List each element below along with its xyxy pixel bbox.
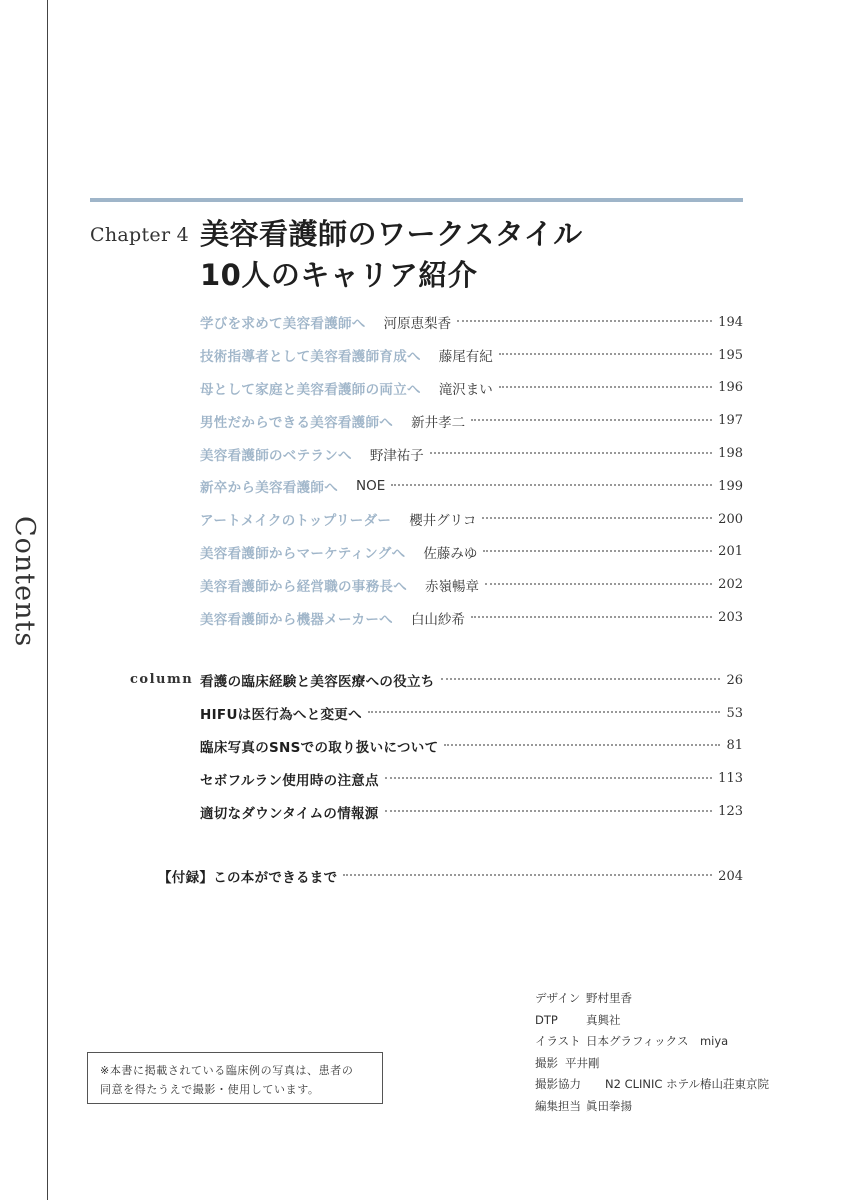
appendix-page: 204 (718, 868, 743, 884)
credit-role: 編集担当 (535, 1098, 581, 1113)
dot-leader (457, 320, 712, 322)
dot-leader (471, 616, 712, 618)
entry-author: 白山紗希 (410, 611, 465, 628)
dot-leader (499, 353, 712, 355)
dot-leader (430, 452, 712, 454)
entry-page: 198 (718, 446, 743, 462)
toc-entry[interactable] (200, 503, 743, 536)
dot-leader (444, 744, 720, 746)
column-title: 看護の臨床経験と美容医療への役立ち (200, 674, 435, 691)
credit-name: N2 CLINIC ホテル椿山荘東京院 (605, 1077, 770, 1091)
column-list (200, 664, 743, 828)
credit-role: デザイン (535, 991, 581, 1005)
column-title: 適切なダウンタイムの情報源 (200, 805, 379, 822)
credit-line (535, 988, 769, 1010)
credit-name: 眞田拳揚 (586, 1098, 632, 1113)
entry-author: 赤嶺暢章 (425, 578, 479, 595)
appendix-entry[interactable] (158, 860, 743, 893)
column-page: 113 (718, 771, 743, 787)
dot-leader (471, 419, 712, 421)
toc-entry[interactable] (200, 339, 743, 372)
entry-title: 美容看護師のベテランへ (200, 447, 352, 464)
column-title: 臨床写真のSNSでの取り扱いについて (200, 739, 439, 756)
entry-title: 新卒から美容看護師へ (200, 480, 338, 497)
dot-leader (482, 517, 712, 519)
dot-leader (483, 550, 712, 552)
credit-line (535, 1031, 769, 1053)
column-title: HIFUは医行為へと変更へ (200, 707, 362, 724)
column-page: 26 (726, 672, 743, 688)
entry-title: 技術指導者として美容看護師育成へ (200, 349, 421, 366)
column-entry[interactable] (200, 664, 743, 697)
dot-leader (485, 583, 712, 585)
entry-author: 櫻井グリコ (409, 513, 477, 530)
contents-side-label: Contents (9, 516, 40, 648)
chapter-title (200, 214, 583, 296)
credit-name: 野村里香 (586, 991, 632, 1005)
credit-name: 平井剛 (565, 1055, 600, 1070)
entry-author: 河原恵梨香 (383, 316, 452, 333)
credit-name: 真興社 (586, 1012, 621, 1027)
toc-entry[interactable] (200, 437, 743, 470)
photo-consent-note (87, 1052, 383, 1104)
entry-title: 美容看護師からマーケティングへ (200, 545, 406, 562)
credit-role: 撮影協力 (535, 1077, 581, 1091)
dot-leader (391, 484, 712, 486)
toc-entry[interactable] (200, 568, 743, 601)
entry-author: NOE (356, 478, 386, 495)
note-line-1: ※本書に掲載されている臨床例の写真は、患者の (100, 1064, 354, 1077)
entry-title: 学びを求めて美容看護師へ (200, 316, 366, 333)
credit-line (535, 1010, 769, 1032)
entry-page: 203 (718, 610, 743, 626)
entry-title: アートメイクのトップリーダー (200, 513, 392, 530)
entry-author: 滝沢まい (438, 381, 493, 398)
column-entry[interactable] (200, 730, 743, 763)
appendix-list (158, 860, 743, 893)
entry-page: 199 (718, 478, 743, 494)
chapter-top-rule (90, 198, 743, 202)
chapter-label: Chapter 4 (90, 224, 190, 246)
dot-leader (368, 711, 721, 713)
dot-leader (343, 874, 712, 876)
chapter-title-line-1: 美容看護師のワークスタイル (200, 217, 583, 251)
column-page: 123 (718, 804, 743, 820)
dot-leader (385, 777, 712, 779)
career-entry-list (200, 306, 743, 634)
toc-entry[interactable] (200, 372, 743, 405)
entry-title: 母として家庭と美容看護師の両立へ (200, 381, 421, 398)
entry-page: 196 (718, 380, 743, 396)
entry-page: 201 (718, 544, 743, 560)
entry-page: 202 (718, 577, 743, 593)
entry-title: 美容看護師から経営職の事務長へ (200, 578, 407, 595)
dot-leader (385, 810, 713, 812)
column-page: 53 (726, 705, 743, 721)
column-page: 81 (726, 738, 743, 754)
entry-author: 藤尾有紀 (438, 349, 493, 366)
entry-author: 新井孝二 (411, 414, 466, 431)
entry-author: 野津祐子 (369, 447, 424, 464)
toc-entry[interactable] (200, 536, 743, 569)
toc-entry[interactable] (200, 306, 743, 339)
credits-block (535, 988, 769, 1117)
column-entry[interactable] (200, 795, 743, 828)
toc-entry[interactable] (200, 601, 743, 634)
spine-rule (47, 0, 48, 1200)
note-line-2: 同意を得たうえで撮影・使用しています。 (100, 1083, 320, 1096)
column-entry[interactable] (200, 762, 743, 795)
entry-title: 美容看護師から機器メーカーへ (200, 611, 393, 628)
chapter-title-line-2: 10人のキャリア紹介 (200, 258, 478, 292)
column-entry[interactable] (200, 697, 743, 730)
entry-page: 195 (718, 347, 743, 363)
toc-entry[interactable] (200, 404, 743, 437)
credit-role: DTP (535, 1012, 558, 1027)
entry-page: 197 (718, 413, 743, 429)
entry-page: 194 (718, 314, 743, 330)
appendix-title: 【付録】この本ができるまで (158, 870, 338, 887)
entry-title: 男性だからできる美容看護師へ (200, 414, 394, 431)
dot-leader (499, 386, 712, 388)
credit-name: 日本グラフィックス miya (586, 1034, 729, 1048)
column-title: セボフルラン使用時の注意点 (200, 772, 379, 789)
credit-line (535, 1096, 769, 1118)
toc-entry[interactable] (200, 470, 743, 503)
dot-leader (441, 678, 721, 680)
column-section-label: column (130, 672, 194, 687)
credit-role: 撮影 (535, 1055, 558, 1070)
entry-author: 佐藤みゆ (423, 545, 478, 562)
credit-role: イラスト (535, 1034, 581, 1048)
credit-line (535, 1053, 769, 1075)
credit-line (535, 1074, 769, 1096)
entry-page: 200 (718, 511, 743, 527)
